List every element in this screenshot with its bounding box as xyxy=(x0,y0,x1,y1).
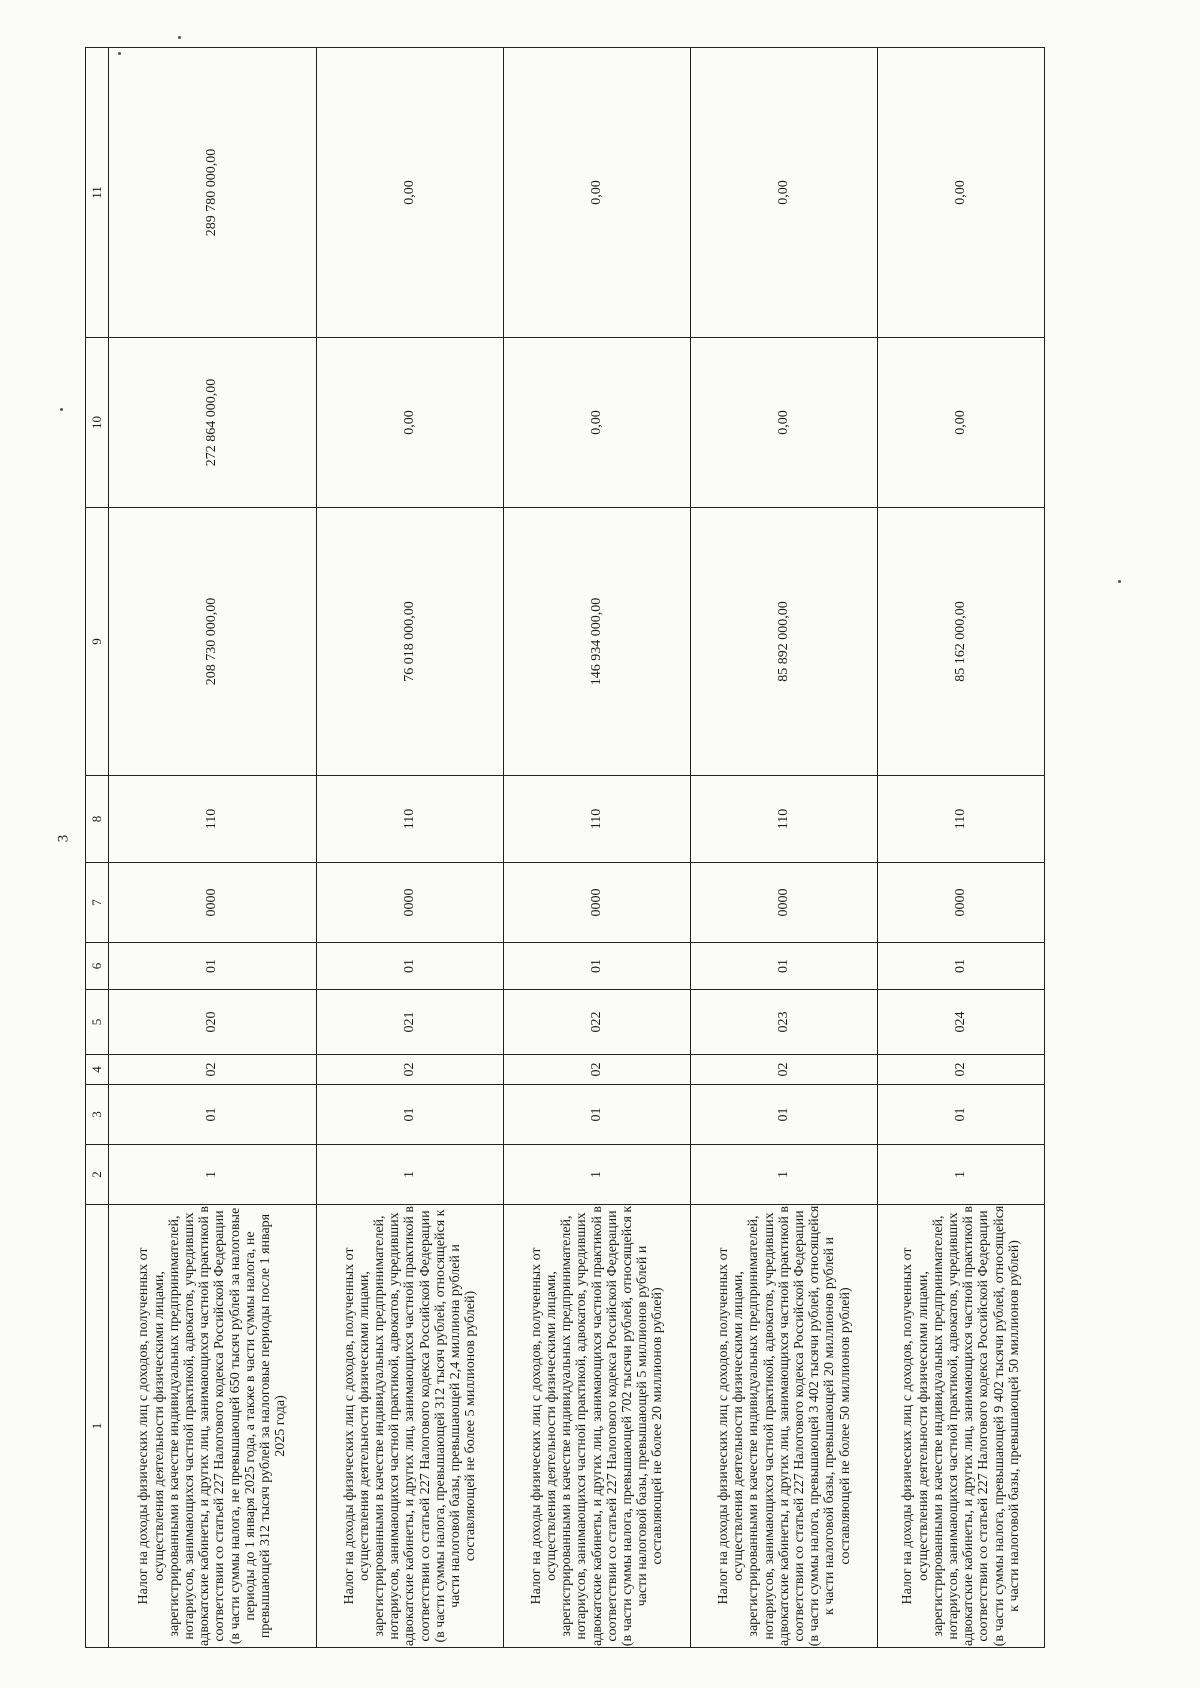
cell-col-8: 110 xyxy=(691,776,878,863)
row-description: Налог на доходы физических лиц с доходов, полученных от осуществления деятельности физическими лицами, зарегистрированными в качестве индивидуальных предпринимателей, нотариусов, занимающихся частной практикой, адвокатов, учредивших адвокатские кабинеты, и других лиц, занимающихся частной практикой в соответствии со статьей 227 Налогового кодекса Российской Федерации (в части суммы налога, не превышающей 650 тысяч рублей за налоговые периоды до 1 января 2025 года, а также в части суммы налога, не превышающей 312 тысяч рублей за налоговые периоды после 1 января 2025 года) xyxy=(109,1205,317,1648)
column-header: 6 xyxy=(86,943,109,990)
cell-col-5: 023 xyxy=(691,990,878,1055)
cell-col-6: 01 xyxy=(316,943,503,990)
cell-col-8: 110 xyxy=(504,776,691,863)
column-header: 5 xyxy=(86,990,109,1055)
scan-speck xyxy=(1118,580,1121,583)
cell-col-9: 76 018 000,00 xyxy=(316,508,503,776)
cell-col-8: 110 xyxy=(109,776,317,863)
cell-col-2: 1 xyxy=(316,1145,503,1205)
cell-col-3: 01 xyxy=(504,1085,691,1145)
column-header: 3 xyxy=(86,1085,109,1145)
rotated-sheet xyxy=(85,48,1045,1648)
cell-col-5: 024 xyxy=(878,990,1045,1055)
cell-col-4: 02 xyxy=(109,1055,317,1085)
cell-col-6: 01 xyxy=(504,943,691,990)
cell-col-9: 85 162 000,00 xyxy=(878,508,1045,776)
cell-col-2: 1 xyxy=(504,1145,691,1205)
cell-col-5: 022 xyxy=(504,990,691,1055)
scan-speck xyxy=(60,408,63,411)
cell-col-3: 01 xyxy=(109,1085,317,1145)
row-description: Налог на доходы физических лиц с доходов, полученных от осуществления деятельности физическими лицами, зарегистрированными в качестве индивидуальных предпринимателей, нотариусов, занимающихся частной практикой, адвокатов, учредивших адвокатские кабинеты, и других лиц, занимающихся частной практикой в соответствии со статьей 227 Налогового кодекса Российской Федерации (в части суммы налога, превышающей 702 тысячи рублей, относящейся к части налоговой базы, превышающей 5 миллионов рублей и составляющей не более 20 миллионов рублей) xyxy=(504,1205,691,1648)
cell-col-9: 146 934 000,00 xyxy=(504,508,691,776)
cell-col-2: 1 xyxy=(691,1145,878,1205)
cell-col-2: 1 xyxy=(109,1145,317,1205)
cell-col-4: 02 xyxy=(316,1055,503,1085)
table-row xyxy=(691,48,878,1648)
page-number: 3 xyxy=(55,834,72,843)
header-row xyxy=(86,48,109,1648)
cell-col-10: 0,00 xyxy=(691,338,878,508)
cell-col-6: 01 xyxy=(691,943,878,990)
cell-col-10: 0,00 xyxy=(316,338,503,508)
cell-col-9: 85 892 000,00 xyxy=(691,508,878,776)
cell-col-11: 0,00 xyxy=(504,48,691,338)
column-header: 4 xyxy=(86,1055,109,1085)
cell-col-4: 02 xyxy=(878,1055,1045,1085)
cell-col-11: 0,00 xyxy=(316,48,503,338)
row-description: Налог на доходы физических лиц с доходов, полученных от осуществления деятельности физическими лицами, зарегистрированными в качестве индивидуальных предпринимателей, нотариусов, занимающихся частной практикой, адвокатов, учредивших адвокатские кабинеты, и других лиц, занимающихся частной практикой в соответствии со статьей 227 Налогового кодекса Российской Федерации (в части суммы налога, превышающей 3 402 тысячи рублей, относящейся к части налоговой базы, превышающей 20 миллионов рублей и составляющей не более 50 миллионов рублей) xyxy=(691,1205,878,1648)
cell-col-5: 020 xyxy=(109,990,317,1055)
cell-col-10: 0,00 xyxy=(878,338,1045,508)
cell-col-8: 110 xyxy=(878,776,1045,863)
cell-col-7: 0000 xyxy=(504,863,691,943)
cell-col-9: 208 730 000,00 xyxy=(109,508,317,776)
cell-col-8: 110 xyxy=(316,776,503,863)
cell-col-4: 02 xyxy=(504,1055,691,1085)
cell-col-6: 01 xyxy=(878,943,1045,990)
cell-col-3: 01 xyxy=(316,1085,503,1145)
column-header: 1 xyxy=(86,1205,109,1648)
cell-col-11: 289 780 000,00 xyxy=(109,48,317,338)
row-description: Налог на доходы физических лиц с доходов, полученных от осуществления деятельности физическими лицами, зарегистрированными в качестве индивидуальных предпринимателей, нотариусов, занимающихся частной практикой, адвокатов, учредивших адвокатские кабинеты, и других лиц, занимающихся частной практикой в соответствии со статьей 227 Налогового кодекса Российской Федерации (в части суммы налога, превышающей 312 тысяч рублей, относящейся к части налоговой базы, превышающей 2,4 миллиона рублей и составляющей не более 5 миллионов рублей) xyxy=(316,1205,503,1648)
cell-col-3: 01 xyxy=(691,1085,878,1145)
cell-col-11: 0,00 xyxy=(878,48,1045,338)
row-description: Налог на доходы физических лиц с доходов, полученных от осуществления деятельности физическими лицами, зарегистрированными в качестве индивидуальных предпринимателей, нотариусов, занимающихся частной практикой, адвокатов, учредивших адвокатские кабинеты, и других лиц, занимающихся частной практикой в соответствии со статьей 227 Налогового кодекса Российской Федерации (в части суммы налога, превышающей 9 402 тысячи рублей, относящейся к части налоговой базы, превышающей 50 миллионов рублей) xyxy=(878,1205,1045,1648)
cell-col-4: 02 xyxy=(691,1055,878,1085)
column-header: 8 xyxy=(86,776,109,863)
cell-col-6: 01 xyxy=(109,943,317,990)
table-row xyxy=(109,48,317,1648)
cell-col-2: 1 xyxy=(878,1145,1045,1205)
cell-col-10: 272 864 000,00 xyxy=(109,338,317,508)
scan-speck xyxy=(178,36,181,39)
revenue-table xyxy=(85,47,1045,1648)
table-row xyxy=(878,48,1045,1648)
column-header: 7 xyxy=(86,863,109,943)
cell-col-5: 021 xyxy=(316,990,503,1055)
cell-col-11: 0,00 xyxy=(691,48,878,338)
cell-col-10: 0,00 xyxy=(504,338,691,508)
cell-col-7: 0000 xyxy=(878,863,1045,943)
column-header: 11 xyxy=(86,48,109,338)
column-header: 9 xyxy=(86,508,109,776)
cell-col-7: 0000 xyxy=(109,863,317,943)
column-header: 10 xyxy=(86,338,109,508)
cell-col-3: 01 xyxy=(878,1085,1045,1145)
cell-col-7: 0000 xyxy=(691,863,878,943)
column-header: 2 xyxy=(86,1145,109,1205)
table-row xyxy=(504,48,691,1648)
cell-col-7: 0000 xyxy=(316,863,503,943)
table-row xyxy=(316,48,503,1648)
